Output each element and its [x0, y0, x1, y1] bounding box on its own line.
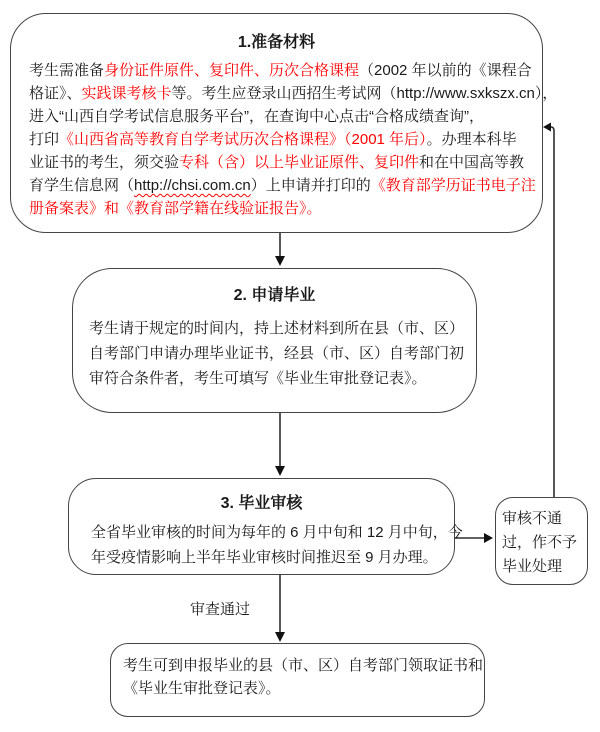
final-box — [110, 643, 485, 717]
reject-box-text: 审核不通 过，作不予 毕业处理 — [502, 510, 578, 575]
arrow-down-icon — [275, 632, 285, 642]
pass-label: 审查通过 — [190, 601, 251, 618]
feedback-loop-line — [551, 127, 554, 497]
step3-box — [68, 478, 463, 575]
reject-box — [495, 497, 588, 585]
step2-title: 2. 申请毕业 — [233, 287, 316, 304]
step2-body: 考生请于规定的时间内，持上述材料到所在县（市、区） 自考部门申请办理毕业证书，经县（市、区）自考部门初 审符合条件者，考生可填写《毕业生审批登记表》。 — [89, 320, 465, 387]
step2-box — [72, 268, 477, 413]
step3-body: 全省毕业审核的时间为每年的 6 月中旬和 12 月中旬，今 年受疫情影响上半年毕业审核时间推迟至 9 月办理。 — [91, 524, 463, 566]
step1-box — [10, 13, 558, 233]
step1-body: 考生需准备身份证件原件、复印件、历次合格课程（2002 年以前的《课程合 格证》、实践课考核卡等。考生应登录山西招生考试网（http://www.sxkszx.cn）， 进入“山西自学考试信息服务平台”，在查询中心点击“合格成绩查询”， 打印《山西省高等教育自学考试历次合格课程》（2001 年后）。办理本科毕 业证书的考生，须交验专科（含）以上毕业证原件、复印件和在中国高等教 育学生信息网（http://chsi.com.cn）上申请并打印的《教育部学历证书电子注 册备案表》和《教育部学籍在线验证报告》。 — [29, 62, 558, 217]
arrow-down-icon — [275, 256, 285, 266]
step3-title: 3. 毕业审核 — [220, 495, 303, 512]
step1-title: 1.准备材料 — [237, 34, 316, 51]
arrow-down-icon — [275, 466, 285, 476]
arrow-left-icon — [543, 123, 551, 132]
arrow-right-icon — [484, 533, 493, 543]
final-box-text: 考生可到申报毕业的县（市、区）自考部门领取证书和 《毕业生审批登记表》。 — [123, 657, 484, 697]
